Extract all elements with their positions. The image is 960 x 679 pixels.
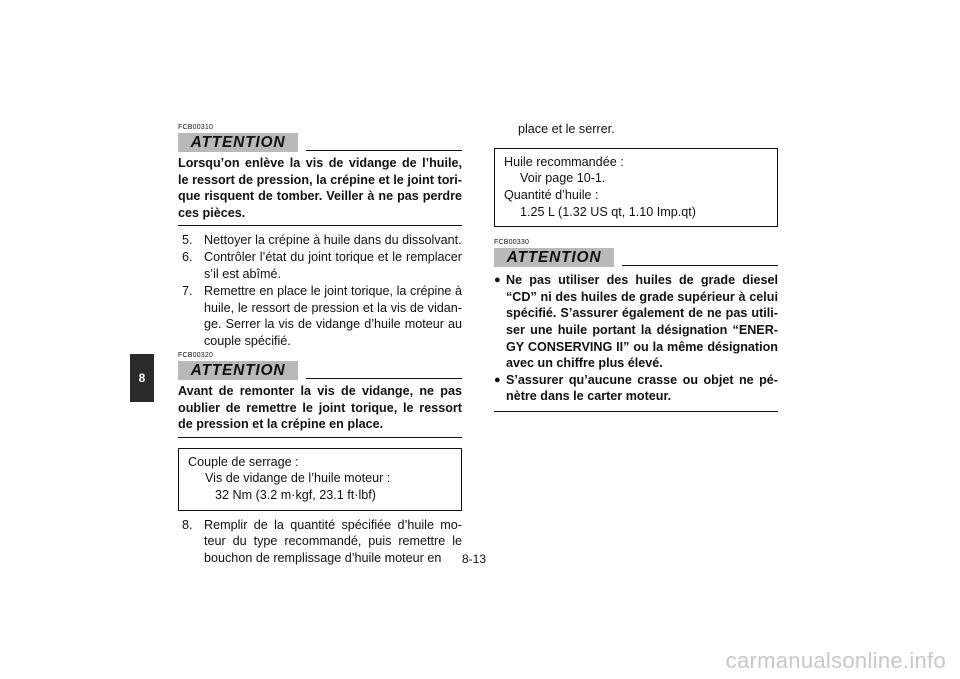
step-number: 6. bbox=[182, 250, 193, 265]
step-text: Remplir de la quantité spécifiée d’huile mo-teur du type recommandé, puis remettre le bouchon de remplissage d’huile moteur en bbox=[204, 517, 462, 566]
caution-code: FCB00320 bbox=[178, 351, 214, 359]
continuation-text: place et le serrer. bbox=[518, 122, 615, 136]
caution-header bbox=[178, 132, 462, 152]
chapter-tab-number: 8 bbox=[138, 371, 146, 385]
caution-header bbox=[178, 360, 462, 380]
caution-block-1 bbox=[178, 124, 462, 226]
caution-block-2 bbox=[178, 352, 462, 438]
torque-spec-box bbox=[178, 448, 462, 511]
step-item bbox=[178, 283, 462, 350]
caution-text: Lorsqu’on enlève la vis de vidange de l’huile, le ressort de pression, la crépine et le joint tori-que risquent de tomber. Veiller à ne pas perdre ces pièces. bbox=[178, 155, 462, 226]
watermark: carmanualsonline.info bbox=[725, 648, 946, 673]
oil-spec-box bbox=[494, 148, 778, 227]
page-number: 8-13 bbox=[462, 552, 487, 566]
bullet-icon: ● bbox=[494, 274, 501, 287]
caution-bullets bbox=[494, 272, 778, 412]
step-text: Contrôler l’état du joint torique et le remplacer s’il est abîmé. bbox=[204, 250, 462, 281]
bullet-text: Ne pas utiliser des huiles de grade diesel “CD” ni des huiles de grade supérieur à celui spécifié. S’assurer également de ne pas utili-ser une huile portant la désignation “ENER-GY CONSERVING II” ou la même désignation avec un chiffre plus élevé. bbox=[506, 273, 778, 371]
oil-line-2: Voir page 10-1. bbox=[520, 171, 606, 186]
step-item bbox=[178, 517, 462, 567]
step-number: 8. bbox=[182, 517, 193, 532]
torque-title: Couple de serrage : bbox=[188, 454, 299, 469]
header-rule bbox=[306, 378, 462, 379]
torque-value: 32 Nm (3.2 m·kgf, 23.1 ft·lbf) bbox=[215, 487, 376, 502]
chapter-tab bbox=[130, 354, 154, 402]
oil-line-3: Quantité d’huile : bbox=[504, 187, 599, 202]
steps-list-2 bbox=[178, 517, 462, 567]
attention-label: ATTENTION bbox=[494, 248, 614, 267]
step-item bbox=[178, 249, 462, 283]
header-rule bbox=[622, 265, 778, 266]
bullet-item bbox=[494, 272, 778, 372]
caution-header bbox=[494, 247, 778, 267]
caution-code: FCB00310 bbox=[178, 124, 214, 131]
step-text: Nettoyer la crépine à huile dans du dissolvant. bbox=[204, 233, 462, 248]
step-text: Remettre en place le joint torique, la crépine à huile, le ressort de pression et la vis de vidan-ge. Serrer la vis de vidange d’huile moteur au couple spécifié. bbox=[204, 283, 462, 349]
step-item bbox=[178, 232, 462, 249]
step-number: 5. bbox=[182, 233, 193, 248]
bullet-icon: ● bbox=[494, 373, 501, 386]
oil-line-4: 1.25 L (1.32 US qt, 1.10 Imp.qt) bbox=[520, 204, 696, 219]
caution-text: Avant de remonter la vis de vidange, ne pas oublier de remettre le joint torique, le ressort de pression et la crépine en place. bbox=[178, 383, 462, 438]
bullet-item bbox=[494, 372, 778, 405]
left-column bbox=[178, 124, 462, 567]
torque-item: Vis de vidange de l’huile moteur : bbox=[205, 471, 391, 486]
oil-line-1: Huile recommandée : bbox=[504, 154, 624, 169]
header-rule bbox=[306, 150, 462, 151]
step-number: 7. bbox=[182, 283, 193, 298]
caution-code: FCB00330 bbox=[494, 239, 530, 247]
right-column bbox=[494, 121, 778, 412]
bullet-text: S’assurer qu’aucune crasse ou objet ne pé-nètre dans le carter moteur. bbox=[506, 372, 778, 404]
caution-block-3 bbox=[494, 239, 778, 412]
steps-list bbox=[178, 232, 462, 350]
attention-label: ATTENTION bbox=[178, 133, 298, 152]
attention-label: ATTENTION bbox=[178, 361, 298, 380]
